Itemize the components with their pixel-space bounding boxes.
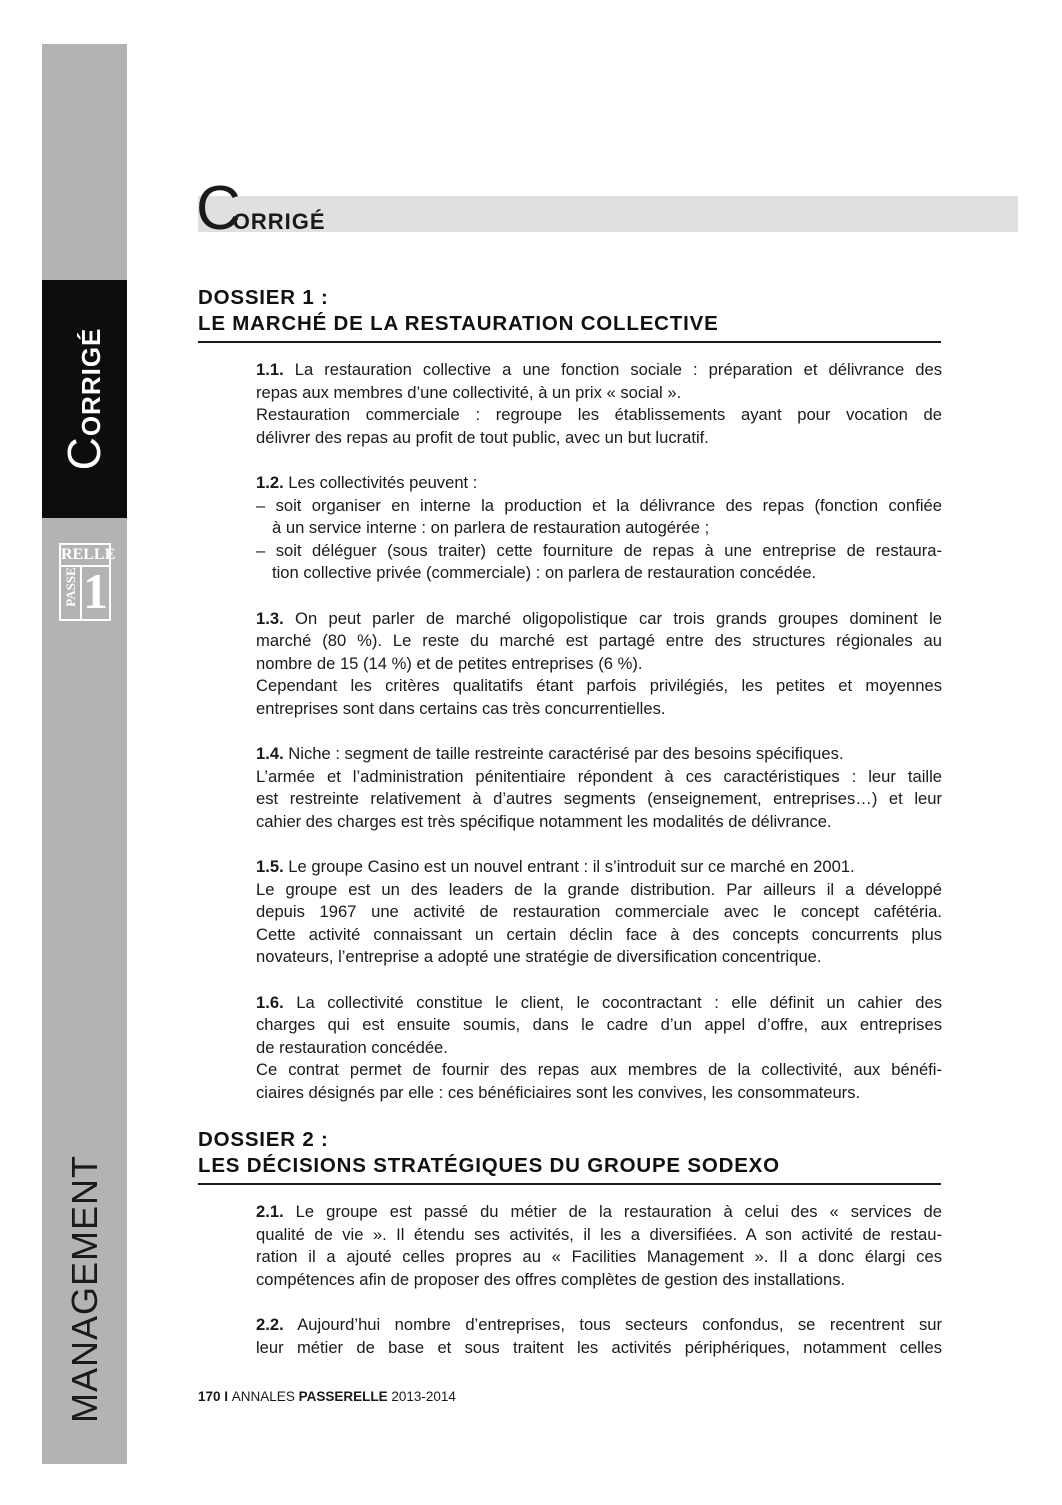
dossier-2-heading [198,1127,941,1185]
logo-relle-text: RELLE [61,545,109,567]
dossier-1-heading [198,285,941,343]
passerelle-logo [59,543,116,621]
dossier-1-label: DOSSIER 1 : [198,286,329,309]
page-footer: 170 I ANNALES PASSERELLE 2013-2014 [198,1389,456,1404]
sidebar-section-title: MANAGEMENT [64,1154,105,1424]
dossier-1-answers [256,359,942,1127]
logo-number: 1 [83,563,108,619]
logo-passe-text: PASSE [63,567,78,607]
page-title [196,174,326,243]
answer-2-1: 2.1. Le groupe est passé du métier de la restauration à celui des « services de qualité de vie ». Il étendu ses activités, il les a diversifiées. A son activité de restau- ration il a ajouté celles propres au « Facilities Management ». Il a donc élargi ces compétences afin de proposer des offres complètes de gestion des installations. [256,1202,942,1289]
page-number: 170 [198,1389,221,1404]
sidebar-corrige-label: CORRIGÉ [58,327,110,471]
answer-1-3: 1.3. On peut parler de marché oligopolistique car trois grands groupes dominent le marché (80 %). Le reste du marché est partagé entre des structures régionales au nombre de 15 (14 %) et de petites entreprises (6 %). Cependant les critères qualitatifs étant parfois privilégiés, les petites et moyennes entreprises sont dans certains cas très concurrentielles. [256,608,942,718]
answer-1-4: 1.4. Niche : segment de taille restreinte caractérisé par des besoins spécifiques. L’armée et l’administration pénitentiaire répondent à ces caractéristiques : leur taille est restreinte relativement à d’autres segments (enseignement, entreprises…) et leur cahier des charges est très spécifique notamment les modalités de délivrance. [256,744,942,831]
footer-brand: PASSERELLE [298,1389,388,1404]
sidebar-section-marker [42,280,127,518]
dossier-1-title: LE MARCHÉ DE LA RESTAURATION COLLECTIVE [198,312,719,335]
logo-divider [80,565,82,619]
dossier-2-answers [256,1201,942,1382]
answer-1-5: 1.5. Le groupe Casino est un nouvel entrant : il s’introduit sur ce marché en 2001. Le groupe est un des leaders de la grande distribution. Par ailleurs il a développé depuis 1967 une activité de restauration commerciale avec le concept cafétéria. Cette activité connaissant un certain déclin face à des concepts concurrents plus novateurs, l’entreprise a adopté une stratégie de diversification concentrique. [256,857,942,967]
page-title-initial: C [196,174,241,243]
page-title-rest: ORRIGÉ [232,209,326,234]
left-sidebar [42,44,127,1464]
answer-1-2: 1.2. Les collectivités peuvent : – soit organiser en interne la production et la délivrance des repas (fonction confiée à un service interne : on parlera de restauration autogérée ; – soit déléguer (sous traiter) cette fourniture de repas à une entreprise de restaura- tion collective privée (commerciale) : on parlera de restauration concédée. [256,472,942,583]
answer-1-1: 1.1. La restauration collective a une fonction sociale : préparation et délivrance des repas aux membres d’une collectivité, à un prix « social ». Restauration commerciale : regroupe les établissements ayant pour vocation de délivrer des repas au profit de tout public, avec un but lucratif. [256,360,942,447]
answer-1-6: 1.6. La collectivité constitue le client, le cocontractant : elle définit un cahier des charges qui est ensuite soumis, dans le cadre d’un appel d’offre, aux entreprises de restauration concédée. Ce contrat permet de fournir des repas aux membres de la collectivité, aux bénéfi- ciaires désignés par elle : ces bénéficiaires sont les convives, les consommateurs. [256,992,942,1102]
dossier-2-label: DOSSIER 2 : [198,1128,329,1151]
answer-2-2: 2.2. Aujourd’hui nombre d’entreprises, tous secteurs confondus, se recentrent sur leur métier de base et sous traitent les activités périphériques, notamment celles [256,1314,942,1357]
dossier-2-title: LES DÉCISIONS STRATÉGIQUES DU GROUPE SODEXO [198,1154,780,1177]
